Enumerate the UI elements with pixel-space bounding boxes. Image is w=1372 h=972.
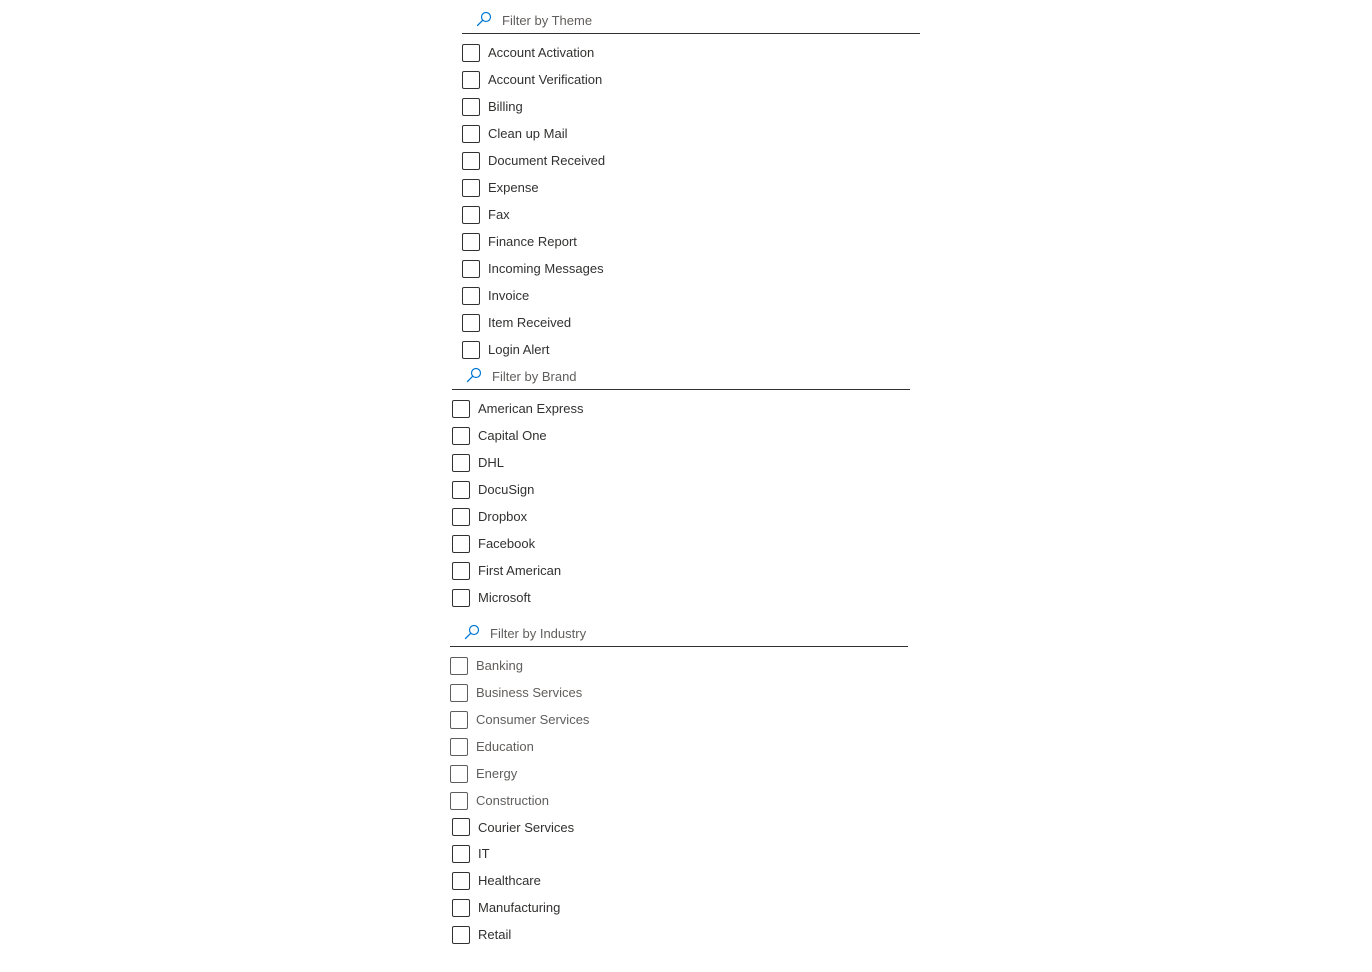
checkbox[interactable] — [452, 427, 470, 445]
theme-option[interactable] — [462, 255, 920, 282]
theme-filter-section — [462, 8, 920, 363]
checkbox[interactable] — [462, 125, 480, 143]
industry-option-label: Education — [476, 739, 534, 754]
theme-option[interactable] — [462, 228, 920, 255]
industry-option[interactable] — [450, 814, 908, 840]
checkbox[interactable] — [452, 589, 470, 607]
theme-option-label: Expense — [488, 180, 539, 195]
checkbox[interactable] — [462, 314, 480, 332]
industry-option-label: Healthcare — [478, 873, 541, 888]
theme-option[interactable] — [462, 201, 920, 228]
theme-search-input[interactable] — [502, 9, 902, 31]
industry-option[interactable] — [450, 894, 908, 921]
checkbox[interactable] — [462, 260, 480, 278]
theme-option[interactable] — [462, 66, 920, 93]
checkbox[interactable] — [452, 535, 470, 553]
industry-option[interactable] — [450, 921, 908, 948]
brand-option[interactable] — [452, 449, 910, 476]
theme-checkbox-list — [462, 39, 920, 363]
industry-option-label: Construction — [476, 793, 549, 808]
industry-option[interactable] — [450, 760, 908, 787]
brand-option-label: Facebook — [478, 536, 536, 551]
brand-option-label: American Express — [478, 401, 584, 416]
theme-option[interactable] — [462, 282, 920, 309]
brand-option-label: Dropbox — [478, 509, 528, 524]
search-icon — [464, 624, 480, 640]
theme-option-label: Invoice — [488, 288, 530, 303]
brand-option-label: Capital One — [478, 428, 547, 443]
industry-option[interactable] — [450, 867, 908, 894]
theme-option-label: Billing — [488, 99, 523, 114]
industry-filter-section — [450, 620, 908, 948]
industry-option[interactable] — [450, 733, 908, 760]
industry-option-label: Retail — [478, 927, 512, 942]
brand-option[interactable] — [452, 503, 910, 530]
checkbox[interactable] — [462, 206, 480, 224]
industry-option-label: Business Services — [476, 685, 583, 700]
theme-option[interactable] — [462, 336, 920, 363]
industry-option-label: Consumer Services — [476, 712, 590, 727]
brand-option[interactable] — [452, 476, 910, 503]
industry-option[interactable] — [450, 679, 908, 706]
checkbox[interactable] — [452, 454, 470, 472]
checkbox[interactable] — [452, 818, 470, 836]
brand-option[interactable] — [452, 557, 910, 584]
theme-option-label: Clean up Mail — [488, 126, 568, 141]
checkbox[interactable] — [462, 71, 480, 89]
industry-option[interactable] — [450, 706, 908, 733]
checkbox[interactable] — [462, 98, 480, 116]
checkbox[interactable] — [452, 845, 470, 863]
checkbox[interactable] — [452, 899, 470, 917]
industry-option-label: IT — [478, 846, 490, 861]
brand-option-label: DocuSign — [478, 482, 535, 497]
theme-option[interactable] — [462, 174, 920, 201]
checkbox[interactable] — [450, 738, 468, 756]
checkbox[interactable] — [452, 400, 470, 418]
theme-option-label: Finance Report — [488, 234, 577, 249]
industry-search-input[interactable] — [490, 622, 890, 644]
checkbox[interactable] — [450, 765, 468, 783]
theme-option[interactable] — [462, 120, 920, 147]
theme-option[interactable] — [462, 309, 920, 336]
industry-search-box[interactable] — [450, 620, 908, 647]
industry-option[interactable] — [450, 787, 908, 814]
brand-filter-section — [452, 364, 910, 611]
theme-option-label: Item Received — [488, 315, 572, 330]
brand-option[interactable] — [452, 422, 910, 449]
brand-option[interactable] — [452, 395, 910, 422]
theme-option-label: Account Activation — [488, 45, 595, 60]
brand-option-label: DHL — [478, 455, 505, 470]
industry-option-label: Banking — [476, 658, 523, 673]
checkbox[interactable] — [450, 657, 468, 675]
theme-option-label: Document Received — [488, 153, 606, 168]
checkbox[interactable] — [462, 233, 480, 251]
brand-search-input[interactable] — [492, 365, 892, 387]
brand-option[interactable] — [452, 584, 910, 611]
theme-option[interactable] — [462, 93, 920, 120]
checkbox[interactable] — [462, 44, 480, 62]
brand-search-box[interactable] — [452, 364, 910, 390]
checkbox[interactable] — [450, 711, 468, 729]
industry-checkbox-list — [450, 652, 908, 948]
theme-option[interactable] — [462, 39, 920, 66]
checkbox[interactable] — [452, 481, 470, 499]
theme-option-label: Account Verification — [488, 72, 603, 87]
checkbox[interactable] — [462, 179, 480, 197]
checkbox[interactable] — [462, 152, 480, 170]
checkbox[interactable] — [452, 508, 470, 526]
industry-option-label: Courier Services — [478, 819, 575, 835]
industry-option-label: Energy — [476, 766, 518, 781]
checkbox[interactable] — [452, 562, 470, 580]
theme-option-label: Fax — [488, 207, 510, 222]
theme-option-label: Incoming Messages — [488, 261, 604, 276]
search-icon — [466, 367, 482, 383]
checkbox[interactable] — [462, 341, 480, 359]
industry-option[interactable] — [450, 840, 908, 867]
brand-option[interactable] — [452, 530, 910, 557]
checkbox[interactable] — [452, 872, 470, 890]
theme-option-label: Login Alert — [488, 342, 550, 357]
brand-option-label: First American — [478, 563, 562, 578]
theme-search-box[interactable] — [462, 8, 920, 34]
industry-option-label: Manufacturing — [478, 900, 561, 915]
industry-option[interactable] — [450, 652, 908, 679]
brand-checkbox-list — [452, 395, 910, 611]
checkbox[interactable] — [450, 684, 468, 702]
brand-option-label: Microsoft — [478, 590, 531, 605]
checkbox[interactable] — [462, 287, 480, 305]
search-icon — [476, 11, 492, 27]
theme-option[interactable] — [462, 147, 920, 174]
checkbox[interactable] — [452, 926, 470, 944]
checkbox[interactable] — [450, 792, 468, 810]
